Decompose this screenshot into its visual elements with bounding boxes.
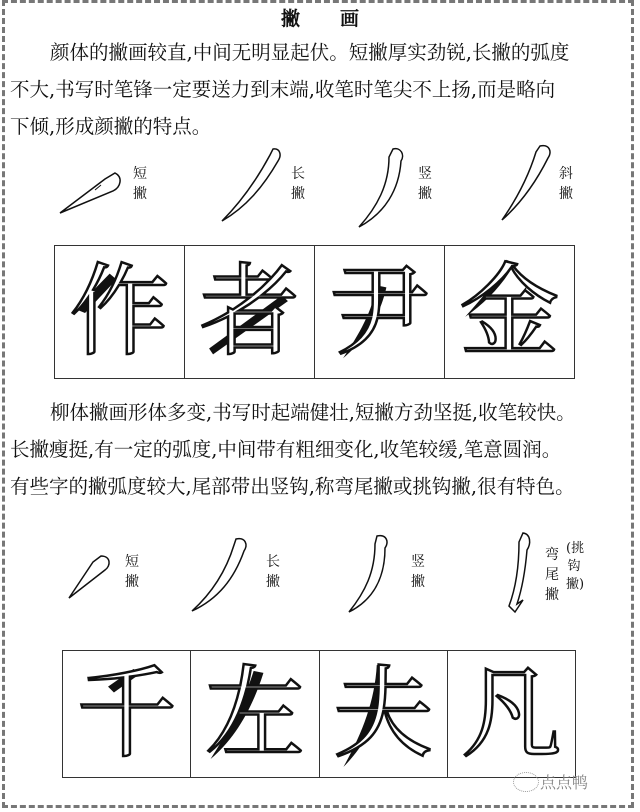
stroke-label-long: 长撇 xyxy=(266,554,280,590)
watermark: 点点鸭 xyxy=(540,773,589,792)
character-cell: 左 xyxy=(191,651,319,777)
long-pie-stroke-icon xyxy=(218,145,288,225)
slant-pie-stroke-icon xyxy=(498,142,558,224)
stroke-label-vertical: 竖撇 xyxy=(418,166,432,202)
character-cell: 尹 xyxy=(315,246,445,378)
stroke-label-slant: 斜撇 xyxy=(559,166,573,202)
character-cell: 者 xyxy=(185,246,315,378)
watermark-logo-icon xyxy=(513,772,539,792)
short-pie-stroke-icon xyxy=(55,165,125,220)
vertical-pie-stroke-icon xyxy=(345,532,395,617)
vertical-pie-stroke-icon xyxy=(355,145,415,230)
section1-paragraph: 颜体的撇画较直,中间无明显起伏。短撇厚实劲锐,长撇的弧度 不大,书写时笔锋一定要送力到末端,收笔时笔尖不上扬,而是略向 下倾,形成颜撇的特点。 xyxy=(10,41,570,138)
stroke-label-hook: 弯尾撇 xyxy=(545,547,559,603)
character-cell: 夫 xyxy=(320,651,448,777)
stroke-label-vertical: 竖撇 xyxy=(411,554,425,590)
hook-pie-stroke-icon xyxy=(505,530,535,615)
character-cell: 千 xyxy=(63,651,191,777)
stroke-label-short: 短撇 xyxy=(125,554,139,590)
stroke-label-long: 长撇 xyxy=(291,166,305,202)
character-cell: 金 xyxy=(445,246,574,378)
section2-paragraph: 柳体撇画形体多变,书写时起端健壮,短撇方劲坚挺,收笔较快。 长撇瘦挺,有一定的弧度,中间带有粗细变化,收笔较缓,笔意圆润。 有些字的撇弧度较大,尾部带出竖钩,称弯尾撇或挑钩撇,很有特色。 xyxy=(10,401,576,498)
character-table-yan xyxy=(54,245,575,379)
character-table-liu xyxy=(62,650,576,778)
stroke-label-hook-alt: (挑钩撇) xyxy=(566,541,585,592)
character-cell: 凡 xyxy=(461,655,562,772)
short-pie-stroke-icon xyxy=(65,552,115,602)
character-cell: 作 xyxy=(55,246,185,378)
stroke-label-short: 短撇 xyxy=(133,166,147,202)
page-title: 撇画 xyxy=(280,8,399,30)
long-pie-stroke-icon xyxy=(188,535,253,615)
